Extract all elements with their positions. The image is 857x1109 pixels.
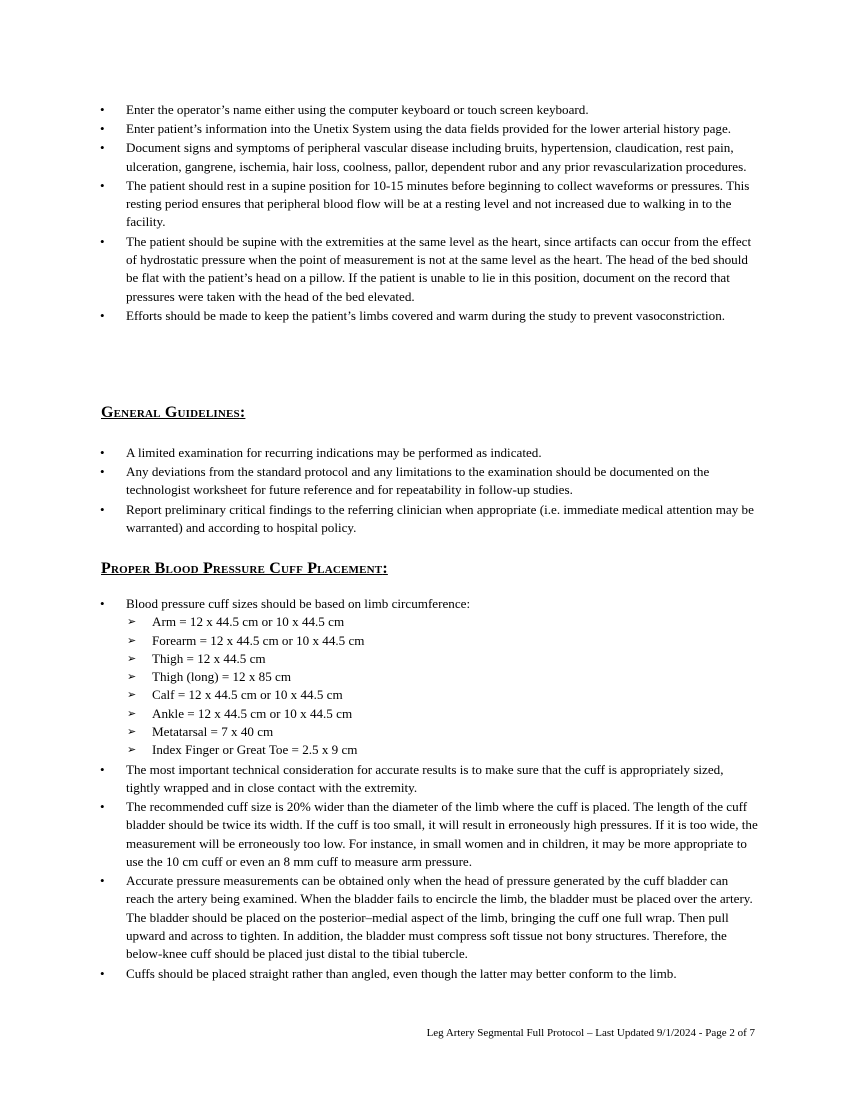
bullet: • [100, 799, 105, 815]
cuff-size-item: ➢ Thigh = 12 x 44.5 cm [126, 650, 758, 668]
list-item: • The most important technical consideration for accurate results is to make sure that the cuff is appropriately sized, tightly wrapped and in close contact with the extremity. [100, 761, 724, 795]
list-item: • Enter patient’s information into the Unetix System using the data fields provided for the lower arterial history page. [0, 120, 758, 138]
bullet: • [100, 464, 105, 480]
cuff-size-item: ➢ Arm = 12 x 44.5 cm or 10 x 44.5 cm [126, 613, 758, 631]
bullet: • [100, 121, 105, 137]
bullet: • [100, 307, 105, 323]
list-item: • Accurate pressure measurements can be obtained only when the head of pressure generated by the cuff bladder can reach the artery being examined. When the bladder fails to encircle the limb, the bladder must be placed over the artery. The bladder should be placed on the posterior–medial aspect of the limb, bringing the cuff one full wrap. Then pull upward and across to tighten. In addition, the bladder must compress soft tissue not bony structures. Therefore, the below-knee cuff should be placed just distal to the tibial tubercle. [100, 873, 753, 962]
section-heading-general-guidelines: General Guidelines: [101, 404, 246, 421]
arrow-bullet-icon: ➢ [127, 726, 137, 739]
bullet: • [100, 501, 105, 517]
cuff-size-list [126, 613, 758, 759]
arrow-bullet-icon: ➢ [127, 707, 137, 720]
cuff-size-item: ➢ Metatarsal = 7 x 40 cm [126, 723, 758, 741]
arrow-bullet-icon: ➢ [127, 616, 137, 629]
cuff-size-item: ➢ Index Finger or Great Toe = 2.5 x 9 cm [126, 741, 758, 759]
arrow-bullet-icon: ➢ [127, 634, 137, 647]
cuff-placement-list [0, 595, 758, 984]
bullet: • [100, 965, 105, 981]
bullet: • [100, 140, 105, 156]
arrow-bullet-icon: ➢ [127, 689, 137, 702]
bullet: • [100, 177, 105, 193]
list-item: • The recommended cuff size is 20% wider than the diameter of the limb where the cuff is placed. The length of the cuff bladder should be twice its width. If the cuff is too small, it will result in erroneously high pressures. If it is too wide, the measurement will be erroneously too low. For instance, in small women and in children, it may be more appropriate to use the 10 cm cuff or even an 8 mm cuff to measure arm pressure. [100, 799, 758, 869]
list-item: • Efforts should be made to keep the patient’s limbs covered and warm during the study to prevent vasoconstriction. [0, 307, 758, 325]
bullet: • [100, 445, 105, 460]
arrow-bullet-icon: ➢ [127, 744, 137, 757]
cuff-size-item: ➢ Ankle = 12 x 44.5 cm or 10 x 44.5 cm [126, 705, 758, 723]
list-item: • The patient should rest in a supine position for 10-15 minutes before beginning to collect waveforms or pressures. This resting period ensures that peripheral blood flow will be at a resting level and not increased due to walking in to the facility. [100, 177, 750, 230]
cuff-size-item: ➢ Forearm = 12 x 44.5 cm or 10 x 44.5 cm [126, 632, 758, 650]
arrow-bullet-icon: ➢ [127, 652, 137, 665]
section-heading-cuff-placement: Proper Blood Pressure Cuff Placement: [101, 560, 388, 577]
list-item: • Any deviations from the standard protocol and any limitations to the examination should be documented on the technologist worksheet for future reference and for repeatability in follow-up studies. [100, 464, 710, 498]
list-item: • Document signs and symptoms of peripheral vascular disease including bruits, hypertension, claudication, rest pain, ulceration, gangrene, ischemia, hair loss, coolness, pallor, dependent rubor and any prior revascularization procedures. [100, 140, 747, 174]
list-item: • Cuffs should be placed straight rather than angled, even though the latter may better conform to the limb. [0, 965, 758, 983]
cuff-size-item: ➢ Calf = 12 x 44.5 cm or 10 x 44.5 cm [126, 686, 758, 704]
list-item: • A limited examination for recurring indications may be performed as indicated. [0, 444, 758, 462]
arrow-bullet-icon: ➢ [127, 671, 137, 684]
bullet: • [100, 873, 105, 889]
page-footer: Leg Artery Segmental Full Protocol – Last Updated 9/1/2024 - Page 2 of 7 [426, 1027, 755, 1039]
bullet: • [100, 596, 105, 611]
list-item: • Enter the operator’s name either using the computer keyboard or touch screen keyboard. [0, 101, 758, 119]
list-item: • The patient should be supine with the extremities at the same level as the heart, since artifacts can occur from the effect of hydrostatic pressure when the point of measurement is not at the same level as the heart. The head of the bed should be flat with the patient’s head on a pillow. If the patient is unable to lie in this position, document on the record that pressures were taken with the head of the bed elevated. [100, 233, 752, 304]
list-item: • Report preliminary critical findings to the referring clinician when appropriate (i.e. immediate medical attention may be warranted) and according to hospital policy. [100, 501, 754, 535]
bullet: • [100, 761, 105, 777]
bullet: • [100, 233, 105, 249]
cuff-size-item: ➢ Thigh (long) = 12 x 85 cm [126, 668, 758, 686]
bullet: • [100, 102, 105, 117]
general-guidelines-list [0, 444, 758, 538]
list-item: • Blood pressure cuff sizes should be based on limb circumference: ➢ Arm = 12 x 44.5 cm or 10 x 44.5 cm ➢ Forearm = 12 x 44.5 cm or 10 x 44.5 cm ➢ Thigh = 12 x 44.5 cm ➢ Thigh (long) = 12 x 85 cm ➢ Calf = 12 x 44.5 cm or 10 x 44.5 cm ➢ Ankle = 12 x 44.5 cm or 10 x 44.5 cm ➢ Metatarsal = 7 x 40 cm ➢ Index Finger or Great Toe = 2.5 x 9 cm [0, 595, 758, 760]
intro-list [0, 101, 758, 326]
